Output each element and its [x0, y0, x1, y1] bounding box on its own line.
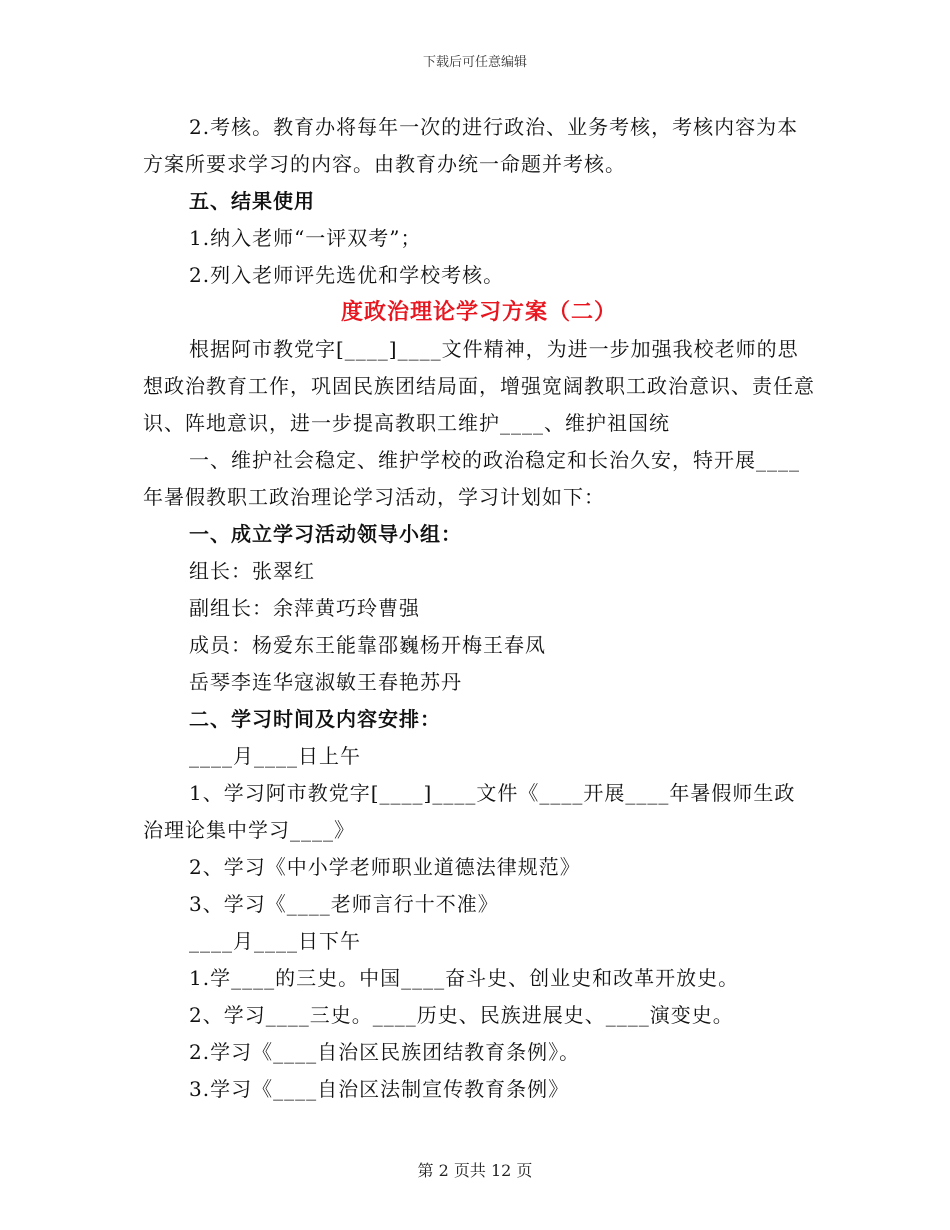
list-item: 1.纳入老师“一评双考”； — [189, 226, 422, 250]
paragraph-intro: 根据阿市教党字[____]____文件精神，为进一步加强我校老师的思想政治教育工作，巩固民族团结局面，增强宽阔教职工政治意识、责任意识、阵地意识，进一步提高教职工维护____、维护祖国统 — [143, 337, 815, 435]
list-item: 2.列入老师评先选优和学校考核。 — [189, 263, 505, 287]
list-item: 3、学习《____老师言行十不准》 — [189, 892, 499, 916]
page-footer: 第 2 页共 12 页 — [417, 1161, 533, 1180]
list-item: 2、学习____三史。____历史、民族进展史、____演变史。 — [189, 1003, 734, 1027]
schedule-date-afternoon: ____月____日下午 — [189, 929, 361, 953]
section-heading-schedule: 二、学习时间及内容安排： — [189, 707, 441, 731]
list-item: 岳琴李连华寇淑敏王春艳苏丹 — [189, 670, 462, 694]
list-item: 副组长：余萍黄巧玲曹强 — [189, 596, 420, 620]
section-heading-results: 五、结果使用 — [189, 189, 315, 213]
list-item: 1、学习阿市教党字[____]____文件《____开展____年暑假师生政治理论集中学习____》 — [143, 781, 796, 842]
list-item: 1.学____的三史。中国____奋斗史、创业史和改革开放史。 — [189, 966, 740, 990]
paragraph-intro-continued: 一、维护社会稳定、维护学校的政治稳定和长治久安，特开展____年暑假教职工政治理论学习活动，学习计划如下： — [143, 448, 800, 509]
document-title: 度政治理论学习方案（二） — [340, 299, 617, 325]
paragraph-assessment: 2.考核。教育办将每年一次的进行政治、业务考核，考核内容为本方案所要求学习的内容。由教育办统一命题并考核。 — [143, 115, 799, 176]
section-heading-leadership: 一、成立学习活动领导小组： — [189, 522, 462, 546]
list-item: 组长：张翠红 — [189, 559, 315, 583]
document-body — [143, 109, 815, 1108]
list-item: 3.学习《____自治区法制宣传教育条例》 — [189, 1077, 570, 1101]
schedule-date-morning: ____月____日上午 — [189, 744, 361, 768]
page-header: 下载后可任意编辑 — [422, 55, 527, 70]
list-item: 2、学习《中小学老师职业道德法律规范》 — [189, 855, 581, 879]
list-item: 成员：杨爱东王能靠邵巍杨开梅王春凤 — [189, 633, 546, 657]
list-item: 2.学习《____自治区民族团结教育条例》。 — [189, 1040, 581, 1064]
